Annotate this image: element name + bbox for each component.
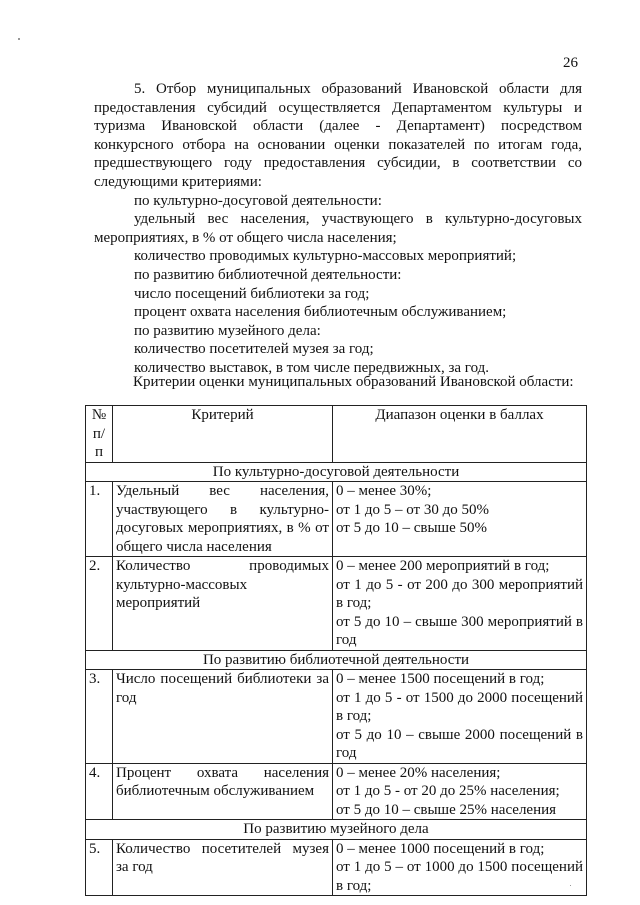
section-row <box>86 820 587 840</box>
table-caption: Критерии оценки муниципальных образований Ивановской области: <box>133 374 574 390</box>
row-range <box>333 557 587 651</box>
range-line: 0 – менее 30%; <box>336 483 432 499</box>
table-row <box>86 482 587 557</box>
range-line: от 1 до 5 - от 200 до 300 мероприятий в год; <box>336 576 583 611</box>
range-line: от 5 до 10 – свыше 2000 посещений в год <box>336 726 583 761</box>
table-row <box>86 670 587 764</box>
table-row <box>86 557 587 651</box>
table-row <box>86 839 587 896</box>
row-num: 1. <box>86 482 113 557</box>
criteria-line: по развитию библиотечной деятельности: <box>134 266 402 283</box>
row-criterion: Удельный вес населения, участвующего в культурно-досуговых мероприятиях, в % от общего числа населения <box>113 482 333 557</box>
scan-speck <box>18 38 20 40</box>
body-text <box>94 80 582 378</box>
row-range <box>333 670 587 764</box>
header-num-line2: п/п <box>92 425 106 460</box>
range-line: 0 – менее 1000 посещений в год; <box>336 840 545 857</box>
row-num: 2. <box>86 557 113 651</box>
row-num: 5. <box>86 839 113 896</box>
criteria-line: количество проводимых культурно-массовых мероприятий; <box>134 248 517 265</box>
range-line: от 1 до 5 – от 1000 до 1500 посещений в год; <box>336 859 583 894</box>
criteria-line: по культурно-досуговой деятельности: <box>134 192 382 209</box>
range-line: 0 – менее 1500 посещений в год; <box>336 671 545 687</box>
row-num: 3. <box>86 670 113 764</box>
range-line: 0 – менее 200 мероприятий в год; <box>336 558 550 574</box>
section-title: По развитию музейного дела <box>86 820 587 840</box>
intro-paragraph: 5. Отбор муниципальных образований Ивановской области для предоставления субсидий осуществляется Департаментом культуры и туризма Ивановской области (далее - Департамент) посредством конкурсного отбора на основании оценки показателей по итогам года, предшествующего году предоставления субсидии, в соответствии со следующими критериями: <box>94 81 582 190</box>
row-criterion: Число посещений библиотеки за год <box>113 670 333 764</box>
range-line: от 5 до 10 – свыше 50% <box>336 520 488 536</box>
row-range <box>333 482 587 557</box>
range-line: от 1 до 5 - от 20 до 25% населения; <box>336 783 560 799</box>
criteria-line: количество выставок, в том числе передвижных, за год. <box>134 359 490 376</box>
row-range <box>333 763 587 820</box>
range-line: от 5 до 10 – свыше 300 мероприятий в год <box>336 613 583 648</box>
section-title: По культурно-досуговой деятельности <box>86 462 587 482</box>
section-row <box>86 462 587 482</box>
range-line: от 1 до 5 – от 30 до 50% <box>336 501 489 518</box>
criteria-line: количество посетителей музея за год; <box>134 341 374 358</box>
row-criterion: Количество посетителей музея за год <box>113 839 333 896</box>
range-line: от 1 до 5 - от 1500 до 2000 посещений в год; <box>336 689 583 724</box>
page-number: 26 <box>563 55 578 71</box>
row-criterion: Процент охвата населения библиотечным обслуживанием <box>113 763 333 820</box>
criteria-line: удельный вес населения, участвующего в культурно-досуговых мероприятиях, в % от общего числа населения; <box>94 211 582 246</box>
range-line: от 5 до 10 – свыше 25% населения <box>336 801 557 818</box>
range-line: 0 – менее 20% населения; <box>336 764 501 781</box>
table-header-row <box>86 406 587 463</box>
criteria-line: число посещений библиотеки за год; <box>134 285 370 302</box>
header-num-line1: № <box>91 407 107 423</box>
section-title: По развитию библиотечной деятельности <box>86 650 587 670</box>
header-range: Диапазон оценки в баллах <box>333 406 587 463</box>
section-row <box>86 650 587 670</box>
table-row <box>86 763 587 820</box>
criteria-line: процент охвата населения библиотечным обслуживанием; <box>134 304 507 321</box>
criteria-table <box>85 405 587 896</box>
criteria-line: по развитию музейного дела: <box>134 322 321 339</box>
row-num: 4. <box>86 763 113 820</box>
header-num <box>86 406 113 463</box>
header-criterion: Критерий <box>113 406 333 463</box>
row-range <box>333 839 587 896</box>
row-criterion: Количество проводимых культурно-массовых мероприятий <box>113 557 333 651</box>
